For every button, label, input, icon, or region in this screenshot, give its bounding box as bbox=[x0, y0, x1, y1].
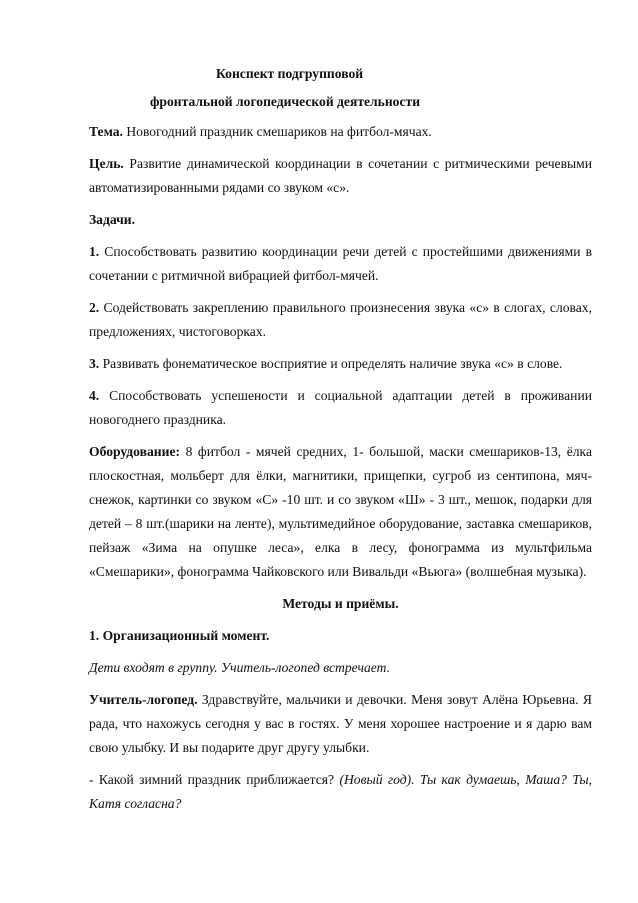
question-text: - Какой зимний праздник приближается? bbox=[89, 772, 340, 787]
cel-label: Цель. bbox=[89, 156, 124, 171]
task-number: 2. bbox=[89, 300, 100, 315]
title-line-1: Конспект подгрупповой bbox=[216, 66, 364, 81]
equipment-label: Оборудование: bbox=[89, 444, 181, 459]
task-1 bbox=[89, 240, 592, 288]
task-number: 3. bbox=[89, 356, 100, 371]
task-number: 4. bbox=[89, 388, 100, 403]
zadachi-heading bbox=[89, 208, 592, 232]
tema-paragraph bbox=[89, 120, 592, 144]
document-body bbox=[89, 120, 592, 824]
speaker-paragraph bbox=[89, 688, 592, 760]
tema-text: Новогодний праздник смешариков на фитбол-мячах. bbox=[122, 124, 432, 139]
cel-paragraph bbox=[89, 152, 592, 200]
task-text: Способствовать успешености и социальной адаптации детей в проживании новогоднего праздника. bbox=[89, 388, 592, 427]
task-text: Способствовать развитию координации речи детей с простейшими движениями в сочетании с ритмичной вибрацией фитбол-мячей. bbox=[89, 244, 592, 283]
title-line-2: фронтальной логопедической деятельности bbox=[150, 94, 421, 109]
equipment-text: 8 фитбол - мячей средних, 1- большой, маски смешариков-13, ёлка плоскостная, мольберт для ёлки, магнитики, прищепки, сугроб из сентипона, мяч-снежок, картинки со звуком «С» -10 шт. и со звуком «Ш» - 3 шт., мешок, подарки для детей – 8 шт.(шарики на ленте), мультимедийное оборудование, заставка смешариков, пейзаж «Зима на опушке леса», елка в лесу, фонограмма из мультфильма «Смешарики», фонограмма Чайковского или Вивальди «Вьюга» (волшебная музыка). bbox=[89, 444, 592, 579]
speaker-label: Учитель-логопед. bbox=[89, 692, 198, 707]
task-text: Содействовать закреплению правильного произнесения звука «с» в слогах, словах, предложениях, чистоговорках. bbox=[89, 300, 592, 339]
task-2 bbox=[89, 296, 592, 344]
task-4 bbox=[89, 384, 592, 432]
cel-text: Развитие динамической координации в сочетании с ритмическими речевыми автоматизированными рядами со звуком «с». bbox=[89, 156, 592, 195]
equipment-paragraph bbox=[89, 440, 592, 584]
tema-label: Тема. bbox=[89, 124, 123, 139]
question-italic: (Новый год). Ты как думаешь, Маша? Ты, Катя согласна? bbox=[89, 772, 592, 811]
question-paragraph bbox=[89, 768, 592, 816]
section-1-italic: Дети входят в группу. Учитель-логопед встречает. bbox=[89, 660, 391, 675]
task-3 bbox=[89, 352, 592, 376]
zadachi-label: Задачи. bbox=[89, 212, 135, 227]
task-text: Развивать фонематическое восприятие и определять наличие звука «с» в слове. bbox=[99, 356, 563, 371]
speaker-text: Здравствуйте, мальчики и девочки. Меня зовут Алёна Юрьевна. Я рада, что нахожусь сегодня у вас в гостях. У меня хорошее настроение и я дарю вам свою улыбку. И вы подарите друг другу улыбки. bbox=[89, 692, 592, 755]
methods-heading: Методы и приёмы. bbox=[282, 596, 399, 611]
section-1-heading bbox=[89, 624, 592, 648]
section-1-heading-text: 1. Организационный момент. bbox=[89, 628, 270, 643]
task-number: 1. bbox=[89, 244, 100, 259]
